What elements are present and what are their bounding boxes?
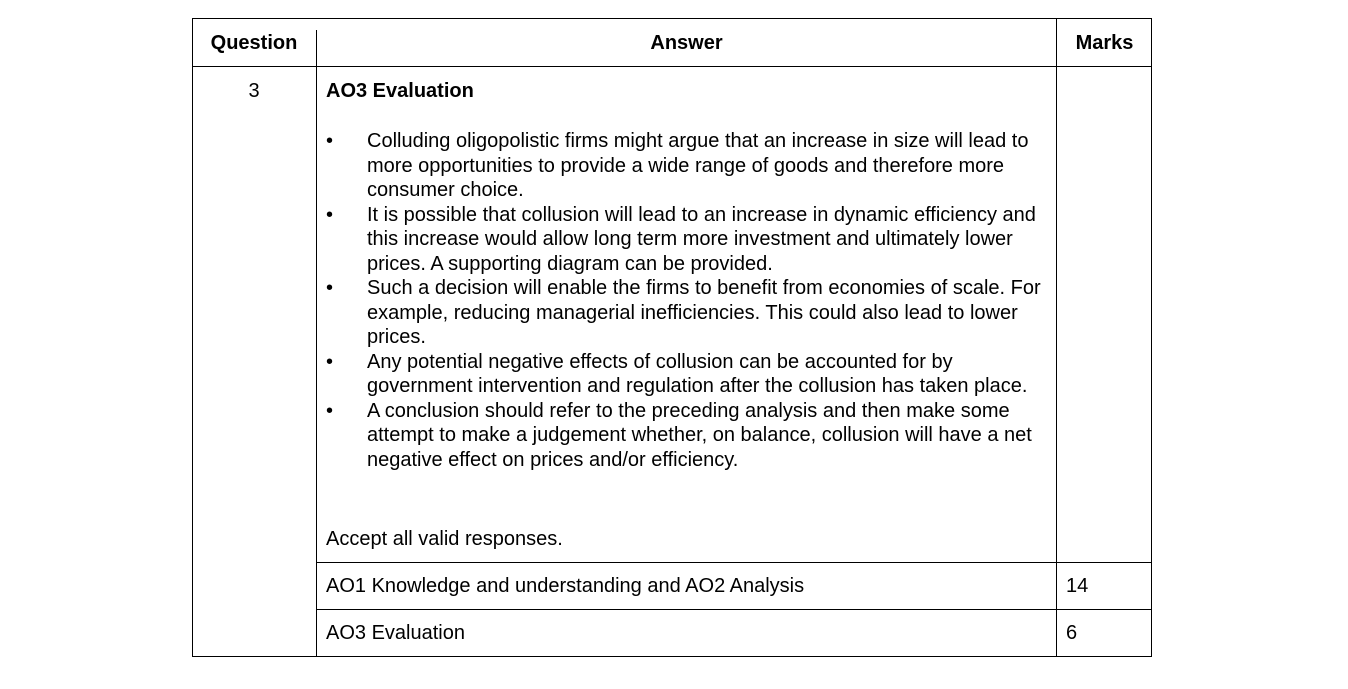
bullet-icon: • xyxy=(326,350,334,373)
list-item xyxy=(326,129,1046,203)
evaluation-bullet-list xyxy=(326,129,1046,472)
mark-scheme-table xyxy=(192,18,1152,657)
bullet-text: Such a decision will enable the firms to benefit from economies of scale. For example, reducing managerial inefficiencies. This could also lead to lower prices. xyxy=(367,277,1041,348)
bullet-text: It is possible that collusion will lead to an increase in dynamic efficiency and this increase would allow long term more investment and ultimately lower prices. A supporting diagram can be provided. xyxy=(367,203,1036,275)
mark-row-label-ao1-ao2: AO1 Knowledge and understanding and AO2 Analysis xyxy=(326,575,805,597)
section-heading: AO3 Evaluation xyxy=(326,80,474,102)
list-item xyxy=(326,203,1046,277)
bullet-text: Any potential negative effects of collusion can be accounted for by government intervention and regulation after the collusion has taken place. xyxy=(367,350,1028,397)
header-answer: Answer xyxy=(650,32,723,54)
bullet-text: A conclusion should refer to the preceding analysis and then make some attempt to make a judgement whether, on balance, collusion will have a net negative effect on prices and/or efficiency. xyxy=(367,399,1032,471)
bullet-icon: • xyxy=(326,399,334,422)
table-left-border xyxy=(192,18,193,657)
header-question: Question xyxy=(210,32,298,54)
closing-note: Accept all valid responses. xyxy=(326,528,563,550)
question-number: 3 xyxy=(248,80,260,102)
bullet-text: Colluding oligopolistic firms might argue that an increase in size will lead to more opportunities to provide a wide range of goods and therefore more consumer choice. xyxy=(367,130,1029,201)
mark-row-value-ao3: 6 xyxy=(1066,622,1078,644)
bullet-icon: • xyxy=(326,130,334,152)
list-item xyxy=(326,399,1046,473)
row-divider-2 xyxy=(316,609,1152,610)
mark-row-value-ao1-ao2: 14 xyxy=(1066,575,1089,597)
bullet-icon: • xyxy=(326,277,334,299)
list-item xyxy=(326,276,1046,350)
header-divider xyxy=(192,66,1152,67)
row-divider-1 xyxy=(316,562,1152,563)
table-top-border xyxy=(192,18,1152,19)
list-item xyxy=(326,350,1046,399)
bullet-icon: • xyxy=(326,203,334,226)
table-bottom-border xyxy=(192,656,1152,657)
header-marks: Marks xyxy=(1075,32,1134,54)
mark-row-label-ao3: AO3 Evaluation xyxy=(326,622,465,644)
